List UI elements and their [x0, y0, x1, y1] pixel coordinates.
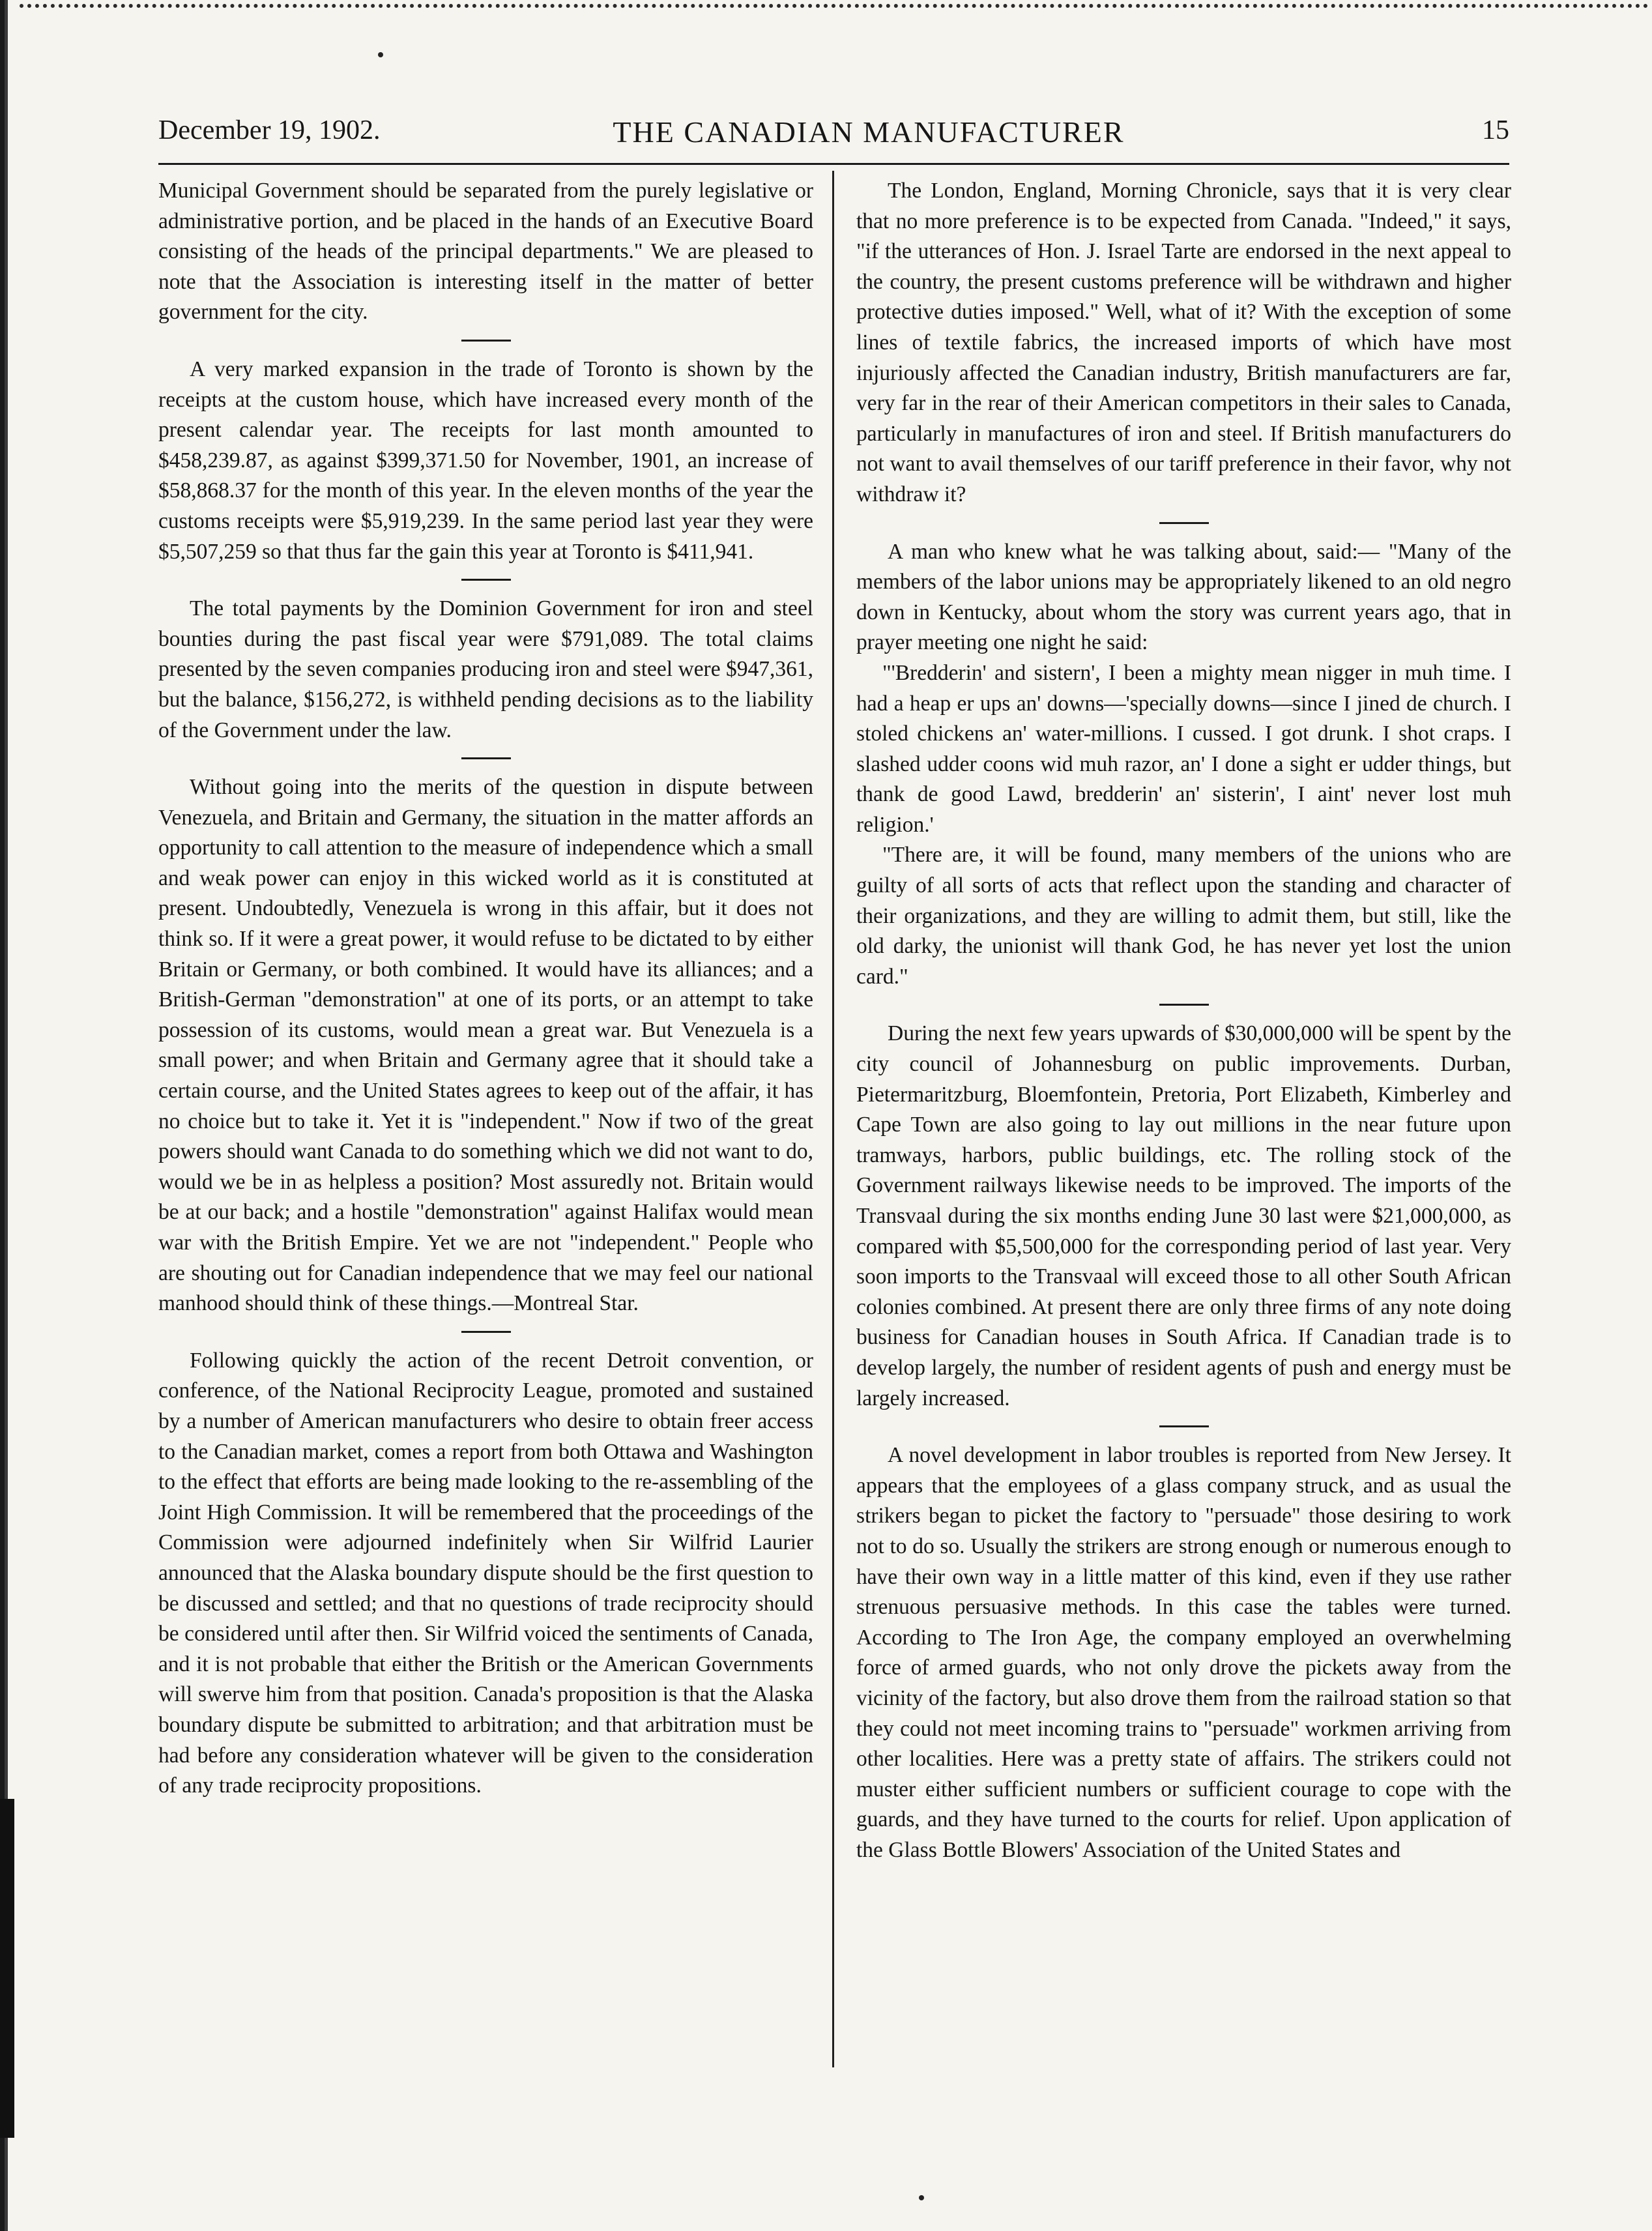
- section-separator: [461, 579, 511, 581]
- scan-speck: [378, 52, 383, 57]
- page-header: [158, 115, 1509, 154]
- publication-title: THE CANADIAN MANUFACTURER: [613, 115, 1125, 149]
- article-paragraph: A novel development in labor troubles is reported from New Jersey. It appears that the employees of a glass company struck, and as usual the strikers began to picket the factory to "persuade" those desiring to work not to do so. Usually the strikers are strong enough or numerous enough to have their own way in a little matter of this kind, even if they use rather strenuous persuasive methods. In this case the tables were turned. According to The Iron Age, the company employed an overwhelming force of armed guards, who not only drove the pickets away from the vicinity of the factory, but also drove them from the railroad station so that they could not meet incoming trains to "persuade" workmen arriving from other localities. Here was a pretty state of affairs. The strikers could not muster either sufficient numbers or sufficient courage to cope with the guards, and they have turned to the courts for relief. Upon application of the Glass Bottle Blowers' Association of the United States and: [856, 1443, 1511, 1862]
- section-separator: [461, 757, 511, 759]
- section-separator: [461, 1331, 511, 1333]
- article-paragraph: "'Bredderin' and sistern', I been a mighty mean nigger in muh time. I had a heap er ups an' downs—'specially downs—since I jined de church. I stoled chickens an' water-millions. I cussed. I got drunk. I shot craps. I slashed udder coons wid muh razor, an' I done a sight er udder things, but thank de good Lawd, bredderin' an' sisterin', I aint' never lost muh religion.': [856, 660, 1511, 837]
- right-column: [856, 176, 1511, 2164]
- article-paragraph: A very marked expansion in the trade of Toronto is shown by the receipts at the custom house, which have increased every month of the present calendar year. The receipts for last month amounted to $458,239.87, as against $399,371.50 for November, 1901, an increase of $58,868.37 for the month of this year. In the eleven months of the year the customs receipts were $5,919,239. In the same period last year they were $5,507,259 so that thus far the gain this year at Toronto is $411,941.: [158, 357, 813, 564]
- article-paragraph: The total payments by the Dominion Government for iron and steel bounties during the past fiscal year were $791,089. The total claims presented by the seven companies producing iron and steel were $947,361, but the balance, $156,272, is withheld pending decisions as to the liability of the Government under the law.: [158, 596, 813, 742]
- section-separator: [461, 340, 511, 342]
- section-separator: [1159, 1425, 1209, 1427]
- header-rule: [158, 163, 1509, 165]
- section-separator: [1159, 1004, 1209, 1006]
- page-number: 15: [1482, 115, 1509, 145]
- scan-speck: [919, 2195, 924, 2200]
- article-paragraph: "There are, it will be found, many members of the unions who are guilty of all sorts of acts that reflect upon the standing and character of their organizations, and they are willing to admit them, but still, like the old darky, the unionist will thank God, he has never yet lost the union card.": [856, 843, 1511, 989]
- article-paragraph: The London, England, Morning Chronicle, says that it is very clear that no more preference is to be expected from Canada. "Indeed," it says, "if the utterances of Hon. J. Israel Tarte are endorsed in the next appeal to the country, the present customs preference will be withdrawn and higher protective duties imposed." Well, what of it? With the exception of some lines of textile fabrics, the increased imports of which have most injuriously affected the Canadian industry, British manufacturers are far, very far in the rear of their American competitors in their sales to Canada, particularly in manufactures of iron and steel. If British manufacturers do not want to avail themselves of our tariff preference in their favor, why not withdraw it?: [856, 179, 1511, 506]
- left-column: [158, 176, 813, 2164]
- article-paragraph: Following quickly the action of the recent Detroit convention, or conference, of the National Reciprocity League, promoted and sustained by a number of American manufacturers who desire to obtain freer access to the Canadian market, comes a report from both Ottawa and Washington to the effect that efforts are being made looking to the re-assembling of the Joint High Commission. It will be remembered that the proceedings of the Commission were adjourned indefinitely when Sir Wilfrid Laurier announced that the Alaska boundary dispute should be the first question to be discussed and settled; and that no questions of trade reciprocity should be considered until after then. Sir Wilfrid voiced the sentiments of Canada, and it is not probable that either the British or the American Governments will swerve him from that position. Canada's proposition is that the Alaska boundary dispute be submitted to arbitration; and that arbitration must be had before any consideration whatever will be given to the consideration of any trade reciprocity propositions.: [158, 1348, 813, 1798]
- scan-top-border: [20, 4, 1649, 8]
- article-paragraph: Without going into the merits of the question in dispute between Venezuela, and Britain and Germany, the situation in the matter affords an opportunity to call attention to the measure of independence which a small and weak power can enjoy in this wicked world as it is constituted at present. Undoubtedly, Venezuela is wrong in this affair, but it does not think so. If it were a great power, it would refuse to be dictated to by either Britain or Germany, or both combined. It would have its alliances; and a British-German "demonstration" at one of its ports, or an attempt to take possession of its customs, would mean a great war. But Venezuela is a small power; and when Britain and Germany agree that it should take a certain course, and the United States agrees to keep out of the affair, it has no choice but to take it. Yet it is "independent." Now if two of the great powers should want Canada to do something which we did not want to do, would we be in as helpless a position? Most assuredly not. Britain would be at our back; and a hostile "demonstration" against Halifax would mean war with the British Empire. Yet we are not "independent." People who are shouting out for Canadian independence that we may feel our national manhood should think of these things.—Montreal Star.: [158, 775, 813, 1316]
- issue-date: December 19, 1902.: [158, 115, 381, 145]
- article-paragraph: Municipal Government should be separated from the purely legislative or administrative portion, and be placed in the hands of an Executive Board consisting of the heads of the principal departments." We are pleased to note that the Association is interesting itself in the matter of better government for the city.: [158, 179, 813, 325]
- article-paragraph: A man who knew what he was talking about, said:— "Many of the members of the labor unions may be appropriately likened to an old negro down in Kentucky, about whom the story was current years ago, that in prayer meeting one night he said:: [856, 539, 1511, 655]
- section-separator: [1159, 522, 1209, 524]
- column-divider: [832, 171, 834, 2067]
- article-paragraph: During the next few years upwards of $30,000,000 will be spent by the city council of Johannesburg on public improvements. Durban, Pietermaritzburg, Bloemfontein, Pretoria, Port Elizabeth, Kimberley and Cape Town are also going to lay out millions in the near future upon tramways, harbors, public buildings, etc. The rolling stock of the Government railways likewise needs to be improved. The imports of the Transvaal during the six months ending June 30 last were $21,000,000, as compared with $5,500,000 for the corresponding period of last year. Very soon imports to the Transvaal will exceed those to all other South African colonies combined. At present there are only three firms of any note doing business for Canadian houses in South Africa. If Canadian trade is to develop largely, the number of resident agents of push and energy must be largely increased.: [856, 1021, 1511, 1410]
- scan-blot: [0, 1799, 14, 2138]
